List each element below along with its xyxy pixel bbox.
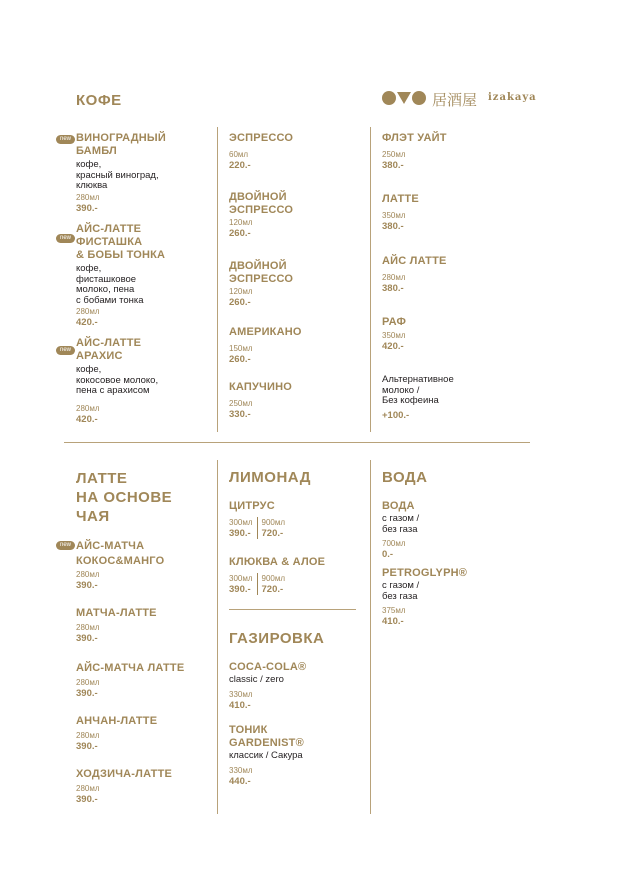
item-price: 390.- <box>229 528 251 539</box>
new-badge: new <box>56 541 75 550</box>
item-price: 380.- <box>382 221 404 232</box>
new-badge: new <box>56 135 75 144</box>
logo-circle-icon <box>382 91 396 105</box>
item-desc: классик / Сакура <box>229 750 303 761</box>
section-divider <box>64 442 530 443</box>
item-price: 390.- <box>76 741 98 752</box>
menu-item <box>382 132 522 172</box>
item-volume: 280мл <box>76 192 100 202</box>
item-name: ФЛЭТ УАЙТ <box>382 132 447 144</box>
menu-item <box>382 500 522 561</box>
brand-logo <box>382 90 537 109</box>
column-divider <box>370 127 371 432</box>
item-price: 420.- <box>76 413 98 425</box>
menu-item <box>229 381 359 421</box>
item-name: ВИНОГРАДНЫЙ БАМБЛ <box>76 132 166 157</box>
item-volume: 900мл <box>261 518 286 527</box>
size-divider <box>257 517 258 539</box>
item-name: АЙС-ЛАТТЕ АРАХИС <box>76 337 142 362</box>
item-desc: кофе, фисташковое молоко, пена с бобами тонка <box>76 263 144 306</box>
item-price: 220.- <box>229 160 251 171</box>
logo-circle-icon <box>412 91 426 105</box>
item-name: ХОДЗИЧА-ЛАТТЕ <box>76 768 173 780</box>
item-volume: 700мл <box>382 539 406 548</box>
section-title-soda: ГАЗИРОВКА <box>229 630 325 647</box>
column-divider <box>217 127 218 432</box>
item-price: 410.- <box>229 699 251 711</box>
menu-item <box>76 715 211 753</box>
item-price: 390.- <box>229 584 251 595</box>
item-price: 0.- <box>382 549 394 560</box>
menu-item <box>76 337 211 426</box>
logo-v-icon <box>397 92 411 104</box>
item-price: 380.- <box>382 160 404 171</box>
item-price: 720.- <box>261 528 284 539</box>
item-name: PETROGLYPH® <box>382 567 468 579</box>
item-volume: 60мл <box>229 150 249 159</box>
item-volume: 280мл <box>76 403 100 413</box>
item-name: МАТЧА-ЛАТТЕ <box>76 607 157 619</box>
menu-item <box>76 662 211 700</box>
item-name: АЙС-ЛАТТЕ ФИСТАШКА & БОБЫ ТОНКА <box>76 223 166 261</box>
item-price: 390.- <box>76 688 98 699</box>
item-price: 420.- <box>382 341 404 352</box>
section-title-lemonade: ЛИМОНАД <box>229 469 311 486</box>
item-price: 260.- <box>229 354 251 365</box>
menu-item <box>229 556 359 596</box>
item-name: ДВОЙНОЙ ЭСПРЕССО <box>229 191 294 216</box>
item-price: 380.- <box>382 283 404 294</box>
item-price: 440.- <box>229 775 251 787</box>
section-title-coffee: КОФЕ <box>76 92 122 109</box>
menu-extra <box>382 375 522 422</box>
menu-item <box>229 326 359 366</box>
menu-item <box>229 132 359 172</box>
item-price: 390.- <box>76 794 98 805</box>
item-price: 390.- <box>76 633 98 644</box>
item-price: 390.- <box>76 580 98 591</box>
menu-item <box>229 724 359 788</box>
item-name: АЙС-МАТЧА ЛАТТЕ <box>76 662 185 674</box>
item-name: РАФ <box>382 316 407 328</box>
menu-item <box>76 768 211 806</box>
item-price: 330.- <box>229 409 251 420</box>
item-volume: 280мл <box>76 731 100 740</box>
menu-item <box>76 539 211 592</box>
item-name: АНЧАН-ЛАТТЕ <box>76 715 158 727</box>
menu-item <box>229 500 359 540</box>
section-title-tea-latte: ЛАТТЕ НА ОСНОВЕ ЧАЯ <box>76 470 173 525</box>
item-volume: 300мл <box>229 518 253 527</box>
logo-kanji: 居酒屋 <box>432 91 478 109</box>
item-volume: 330мл <box>229 689 253 699</box>
item-name: ЭСПРЕССО <box>229 132 294 144</box>
item-volume: 150мл <box>229 344 253 353</box>
item-volume: 280мл <box>76 678 100 687</box>
item-volume: 120мл <box>229 218 253 227</box>
item-volume: 300мл <box>229 574 253 583</box>
item-volume: 280мл <box>76 570 100 579</box>
item-volume: 250мл <box>382 150 406 159</box>
item-volume: 250мл <box>229 399 253 408</box>
item-name: ВОДА <box>382 500 415 512</box>
item-volume: 280мл <box>76 307 100 316</box>
section-divider <box>229 609 356 610</box>
section-title-water: ВОДА <box>382 469 428 486</box>
item-desc: с газом / без газа <box>382 513 420 535</box>
logo-latin: izakaya <box>488 92 537 103</box>
column-divider <box>370 460 371 814</box>
item-volume: 350мл <box>382 211 406 220</box>
item-desc: с газом / без газа <box>382 580 420 602</box>
new-badge: new <box>56 346 75 355</box>
item-volume: 120мл <box>229 287 253 296</box>
item-name: КАПУЧИНО <box>229 381 292 393</box>
item-desc: кофе, красный виноград, клюква <box>76 159 159 191</box>
item-name: АМЕРИКАНО <box>229 326 302 338</box>
column-divider <box>217 460 218 814</box>
item-volume: 280мл <box>76 623 100 632</box>
menu-item <box>382 567 522 628</box>
menu-item <box>76 607 211 645</box>
item-volume: 350мл <box>382 331 406 340</box>
extra-desc: Альтернативное молоко / Без кофеина <box>382 374 454 406</box>
size-divider <box>257 573 258 595</box>
item-desc: кофе, кокосовое молоко, пена с арахисом <box>76 364 159 396</box>
item-name: ДВОЙНОЙ ЭСПРЕССО <box>229 260 294 285</box>
menu-item <box>382 193 522 233</box>
item-price: 390.- <box>76 202 98 214</box>
menu-item <box>76 223 211 329</box>
item-volume: 900мл <box>261 574 286 583</box>
item-name: COCA-COLA® <box>229 661 307 673</box>
item-name: АЙС-МАТЧА КОКОС&МАНГО <box>76 540 165 567</box>
item-name: КЛЮКВА & АЛОЕ <box>229 556 326 568</box>
menu-item <box>229 260 359 309</box>
item-price: 410.- <box>382 616 404 627</box>
item-price: 260.- <box>229 297 251 308</box>
menu-item <box>229 191 359 240</box>
item-price: 260.- <box>229 228 251 239</box>
menu-item <box>382 316 522 353</box>
menu-item <box>382 255 522 295</box>
item-name: ЦИТРУС <box>229 500 275 512</box>
new-badge: new <box>56 234 75 243</box>
item-name: ЛАТТЕ <box>382 193 419 205</box>
menu-item <box>76 132 211 215</box>
item-volume: 280мл <box>382 273 406 282</box>
item-volume: 375мл <box>382 606 406 615</box>
item-price: 420.- <box>76 317 98 328</box>
item-price: 720.- <box>261 584 284 595</box>
item-volume: 280мл <box>76 784 100 793</box>
item-name: ТОНИК GARDENIST® <box>229 724 304 749</box>
menu-item <box>229 661 359 712</box>
extra-price: +100.- <box>382 409 410 421</box>
item-name: АЙС ЛАТТЕ <box>382 255 447 267</box>
item-volume: 330мл <box>229 765 253 775</box>
item-desc: classic / zero <box>229 674 284 685</box>
